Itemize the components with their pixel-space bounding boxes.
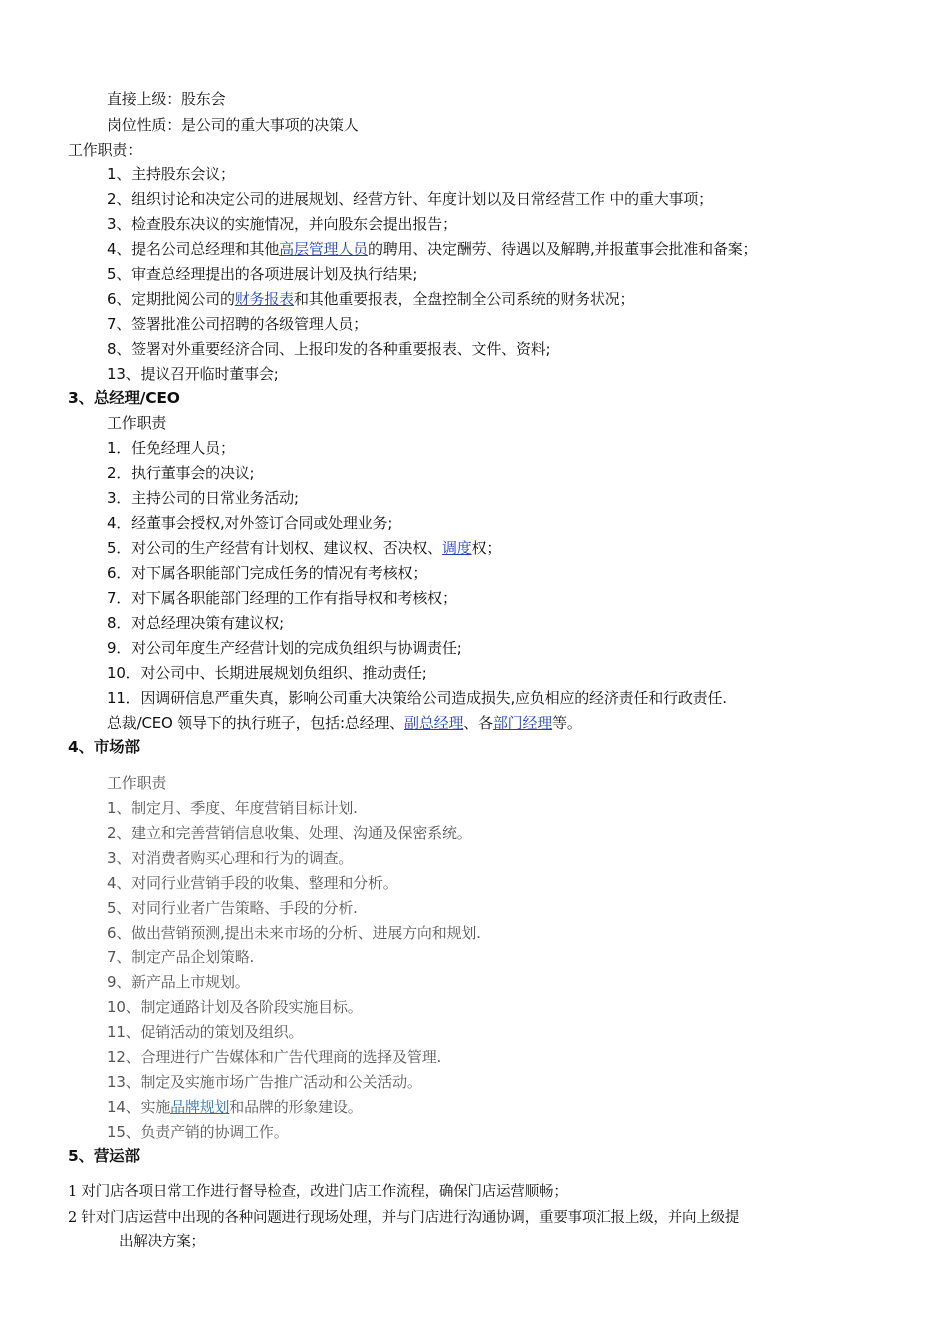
text-line — [68, 1208, 739, 1228]
text-run: 10、制定通路计划及各阶段实施目标。 — [107, 998, 363, 1016]
inline-link[interactable]: 高层管理人员 — [279, 240, 368, 258]
text-line — [107, 264, 417, 284]
text-line — [107, 997, 363, 1017]
text-run: 9、新产品上市规划。 — [107, 973, 250, 991]
text-run: 4、提名公司总经理和其他 — [107, 240, 280, 258]
text-run: 3、总经理/CEO — [68, 389, 180, 407]
text-run: 工作职责： — [68, 141, 143, 159]
text-line — [107, 364, 279, 384]
text-run: 12、合理进行广告媒体和广告代理商的选择及管理. — [107, 1048, 442, 1066]
text-line — [107, 798, 358, 818]
text-line — [107, 898, 358, 918]
text-run: 1、制定月、季度、年度营销目标计划. — [107, 799, 358, 817]
text-line — [107, 488, 299, 508]
text-run: 6、定期批阅公司的 — [107, 290, 235, 308]
text-line — [107, 115, 359, 135]
text-line — [107, 947, 254, 967]
text-line — [107, 1072, 422, 1092]
text-line — [107, 823, 472, 843]
text-line — [107, 538, 501, 558]
text-run: 5．对公司的生产经营有计划权、建议权、否决权、 — [107, 539, 442, 557]
text-line — [107, 663, 427, 683]
text-run: 4、对同行业营销手段的收集、整理和分析。 — [107, 874, 398, 892]
text-run: 直接上级：股东会 — [107, 90, 226, 108]
text-line — [107, 513, 392, 533]
text-run: 7、签署批准公司招聘的各级管理人员； — [107, 315, 368, 333]
text-run: 等。 — [552, 714, 582, 732]
text-line — [107, 289, 634, 309]
text-line — [68, 140, 142, 160]
inline-link[interactable]: 部门经理 — [492, 714, 553, 732]
text-run: 2、组织讨论和决定公司的进展规划、经营方针、年度计划以及日常经营工作 中的重大事项； — [107, 190, 713, 208]
text-run: 1．任免经理人员； — [107, 439, 235, 457]
inline-link[interactable]: 副总经理 — [404, 714, 464, 732]
text-run: 10．对公司中、长期进展规划负组织、推动责任; — [107, 664, 427, 682]
text-run: 5、对同行业者广告策略、手段的分析. — [107, 899, 358, 917]
text-run: 3、对消费者购买心理和行为的调查。 — [107, 849, 354, 867]
text-line — [107, 463, 254, 483]
text-run: 权； — [471, 539, 502, 557]
text-run: 7．对下属各职能部门经理的工作有指导权和考核权； — [107, 589, 457, 607]
text-run: 岗位性质：是公司的重大事项的决策人 — [107, 116, 359, 134]
text-line — [107, 588, 457, 608]
text-line — [107, 1097, 363, 1117]
text-run: 14、实施 — [107, 1098, 171, 1116]
text-run: 1、主持股东会议； — [107, 165, 235, 183]
text-run: 7、制定产品企划策略. — [107, 948, 255, 966]
text-run: 总裁/CEO 领导下的执行班子，包括:总经理、 — [107, 714, 405, 732]
text-run: 13、提议召开临时董事会; — [107, 365, 279, 383]
text-line — [107, 438, 235, 458]
text-line — [107, 1122, 289, 1142]
text-line — [107, 239, 757, 259]
text-run: 1 对门店各项日常工作进行督导检查，改进门店工作流程，确保门店运营顺畅； — [68, 1184, 568, 1200]
text-run: 11．因调研信息严重失真，影响公司重大决策给公司造成损失,应负相应的经济责任和行政责任. — [107, 689, 727, 707]
text-run: 3．主持公司的日常业务活动; — [107, 489, 299, 507]
text-line — [68, 1182, 568, 1202]
text-run: 5、审查总经理提出的各项进展计划及执行结果; — [107, 265, 418, 283]
text-run: 6．对下属各职能部门完成任务的情况有考核权； — [107, 564, 428, 582]
text-run: 3、检查股东决议的实施情况，并向股东会提出报告； — [107, 215, 457, 233]
text-run: 4、市场部 — [68, 738, 140, 756]
text-run: 的聘用、决定酬劳、待遇以及解聘,并报董事会批准和备案； — [367, 240, 758, 258]
text-line — [119, 1232, 205, 1252]
text-line — [107, 1022, 303, 1042]
text-run: 4．经董事会授权,对外签订合同或处理业务; — [107, 514, 393, 532]
text-run: 9．对公司年度生产经营计划的完成负组织与协调责任; — [107, 639, 462, 657]
inline-link[interactable]: 财务报表 — [234, 290, 294, 308]
text-line — [107, 613, 284, 633]
text-line — [107, 339, 550, 359]
text-line — [107, 214, 457, 234]
section-heading — [68, 1146, 140, 1166]
text-line — [107, 713, 582, 733]
text-run: 8、签署对外重要经济合同、上报印发的各种重要报表、文件、资料; — [107, 340, 551, 358]
text-line — [107, 89, 225, 109]
text-line — [107, 413, 166, 433]
text-run: 和品牌的形象建设。 — [229, 1098, 363, 1116]
text-run: 5、营运部 — [68, 1147, 140, 1165]
text-line — [107, 638, 462, 658]
text-run: 2．执行董事会的决议; — [107, 464, 255, 482]
inline-link[interactable]: 品牌规划 — [170, 1098, 230, 1116]
text-run: 出解决方案； — [119, 1234, 205, 1250]
text-line — [107, 189, 713, 209]
text-line — [107, 773, 166, 793]
text-line — [107, 1047, 441, 1067]
text-line — [107, 164, 235, 184]
section-heading — [68, 388, 180, 408]
text-line — [107, 923, 481, 943]
text-line — [107, 972, 250, 992]
text-run: 2、建立和完善营销信息收集、处理、沟通及保密系统。 — [107, 824, 472, 842]
text-run: 6、做出营销预测,提出未来市场的分析、进展方向和规划. — [107, 924, 481, 942]
text-run: 工作职责 — [107, 774, 167, 792]
section-heading — [68, 737, 140, 757]
text-line — [107, 563, 427, 583]
text-run: 、各 — [463, 714, 493, 732]
text-run: 15、负责产销的协调工作。 — [107, 1123, 289, 1141]
text-run: 工作职责 — [107, 414, 167, 432]
text-run: 8．对总经理决策有建议权; — [107, 614, 284, 632]
text-run: 13、制定及实施市场广告推广活动和公关活动。 — [107, 1073, 422, 1091]
text-run: 2 针对门店运营中出现的各种问题进行现场处理，并与门店进行沟通协调，重要事项汇报上级，并向上级提 — [68, 1210, 740, 1226]
text-line — [107, 873, 398, 893]
text-line — [107, 688, 727, 708]
text-run: 和其他重要报表，全盘控制全公司系统的财务状况； — [293, 290, 635, 308]
text-line — [107, 314, 368, 334]
text-run: 11、促销活动的策划及组织。 — [107, 1023, 304, 1041]
text-line — [107, 848, 353, 868]
inline-link[interactable]: 调度 — [441, 539, 472, 557]
